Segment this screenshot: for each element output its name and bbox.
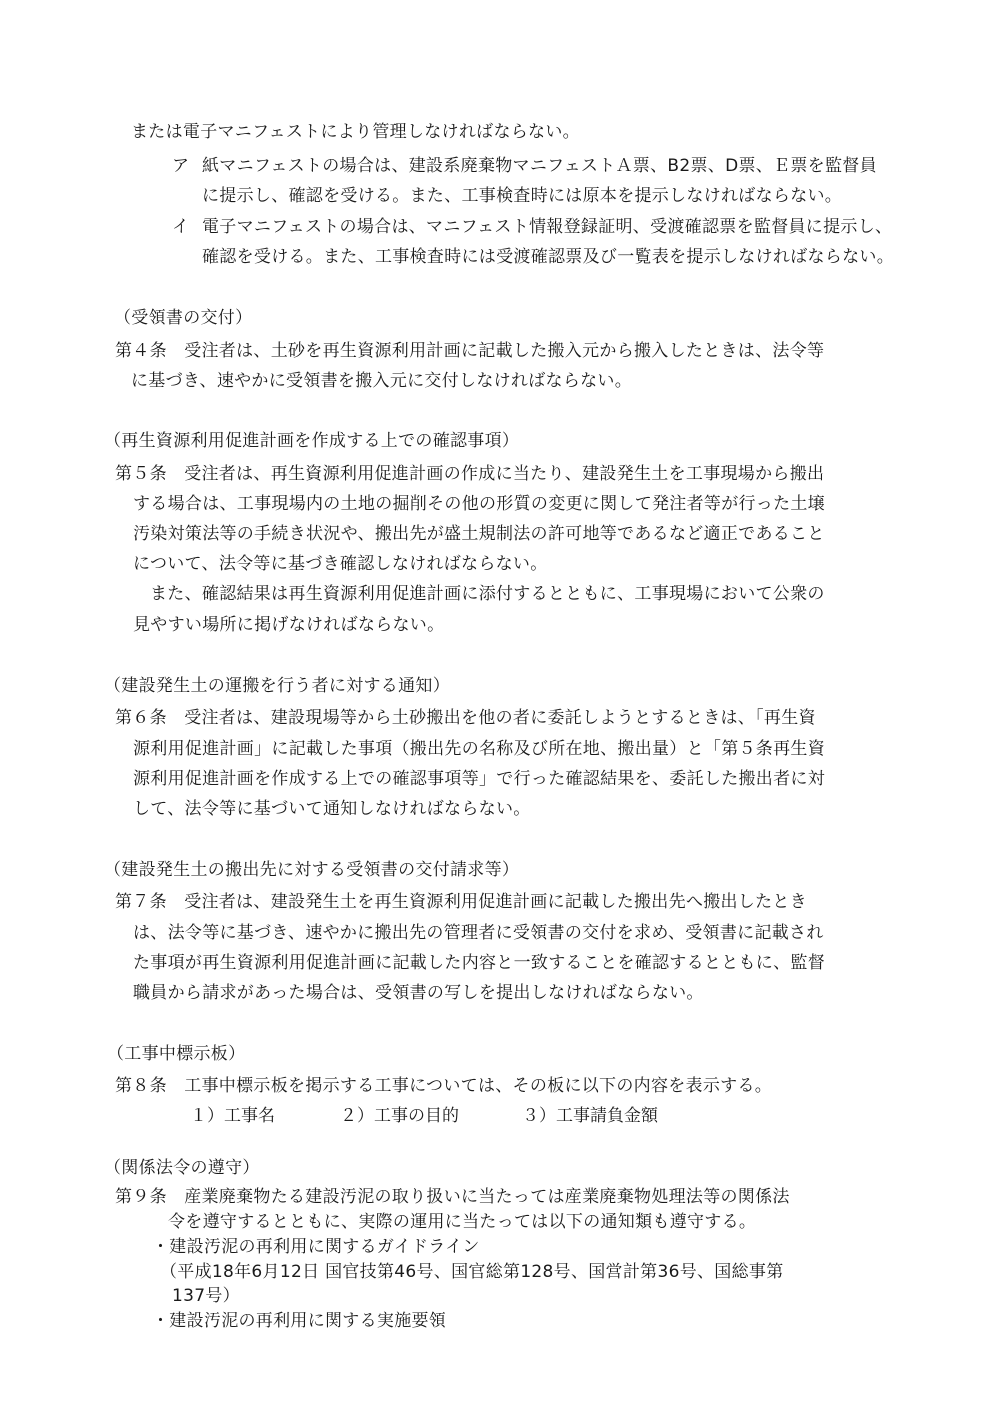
item-a-line2: に提示し、確認を受ける。また、工事検査時には原本を提示しなければならない。 (202, 186, 843, 206)
article5-line5: また、確認結果は再生資源利用促進計画に添付するとともに、工事現場において公衆の (150, 584, 825, 604)
article4-heading: （受領書の交付） (114, 308, 253, 328)
article7-heading: （建設発生土の搬出先に対する受領書の交付請求等） (104, 860, 520, 880)
article5-line2: する場合は、工事現場内の土地の掘削その他の形質の変更に関して発注者等が行った土壌 (133, 494, 825, 514)
article9-heading: （関係法令の遵守） (104, 1158, 260, 1178)
article8-item-3: ３）工事請負金額 (522, 1106, 658, 1126)
article6-heading: （建設発生土の運搬を行う者に対する通知） (104, 676, 450, 696)
article9-note-line2: 137号） (172, 1286, 240, 1306)
article7-line2: は、法令等に基づき、速やかに搬出先の管理者に受領書の交付を求め、受領書に記載され (133, 923, 824, 943)
item-i-line1: 電子マニフェストの場合は、マニフェスト情報登録証明、受渡確認票を監督員に提示し、 (202, 217, 893, 237)
article9-bullet2: ・建設汚泥の再利用に関する実施要領 (152, 1311, 447, 1331)
article8-heading: （工事中標示板） (107, 1044, 246, 1064)
article5-heading: （再生資源利用促進計画を作成する上での確認事項） (104, 431, 520, 451)
item-a-line1: 紙マニフェストの場合は、建設系廃棄物マニフェストＡ票、B2票、D票、Ｅ票を監督員 (202, 156, 877, 176)
article9-line2: 令を遵守するとともに、実際の運用に当たっては以下の通知類も遵守する。 (168, 1212, 757, 1232)
article6-line2: 源利用促進計画」に記載した事項（搬出先の名称及び所在地、搬出量）と「第５条再生資 (133, 739, 825, 759)
article4-line1: 第４条 受注者は、土砂を再生資源利用計画に記載した搬入元から搬入したときは、法令等 (115, 341, 825, 361)
article8-line1: 第８条 工事中標示板を掲示する工事については、その板に以下の内容を表示する。 (115, 1076, 773, 1096)
article8-item-1: １）工事名 (190, 1106, 275, 1126)
article7-line1: 第７条 受注者は、建設発生土を再生資源利用促進計画に記載した搬出先へ搬出したとき (115, 892, 807, 912)
item-a-marker: ア (172, 156, 190, 176)
article8-item-2: ２）工事の目的 (340, 1106, 459, 1126)
article5-line3: 汚染対策法等の手続き状況や、搬出先が盛土規制法の許可地等であるなど適正であること (133, 524, 825, 544)
article5-line4: について、法令等に基づき確認しなければならない。 (133, 554, 548, 574)
article6-line1: 第６条 受注者は、建設現場等から土砂搬出を他の者に委託しようとするときは、「再生資 (115, 708, 816, 728)
article9-note-line1: （平成18年6月12日 国官技第46号、国官総第128号、国営計第36号、国総事第 (160, 1262, 784, 1282)
intro-line: または電子マニフェストにより管理しなければならない。 (131, 122, 580, 142)
article7-line4: 職員から請求があった場合は、受領書の写しを提出しなければならない。 (133, 983, 704, 1003)
article6-line4: して、法令等に基づいて通知しなければならない。 (133, 799, 531, 819)
article5-line6: 見やすい場所に掲げなければならない。 (133, 615, 445, 635)
article9-line1: 第９条 産業廃棄物たる建設汚泥の取り扱いに当たっては産業廃棄物処理法等の関係法 (115, 1187, 790, 1207)
item-i-marker: イ (172, 217, 190, 237)
article5-line1: 第５条 受注者は、再生資源利用促進計画の作成に当たり、建設発生土を工事現場から搬出 (115, 464, 825, 484)
item-i-line2: 確認を受ける。また、工事検査時には受渡確認票及び一覧表を提示しなければならない。 (202, 247, 894, 267)
article7-line3: た事項が再生資源利用促進計画に記載した内容と一致することを確認するとともに、監督 (133, 953, 825, 973)
article4-line2: に基づき、速やかに受領書を搬入元に交付しなければならない。 (131, 371, 633, 391)
article9-bullet1: ・建設汚泥の再利用に関するガイドライン (152, 1237, 480, 1257)
article6-line3: 源利用促進計画を作成する上での確認事項等」で行った確認結果を、委託した搬出者に対 (133, 769, 825, 789)
